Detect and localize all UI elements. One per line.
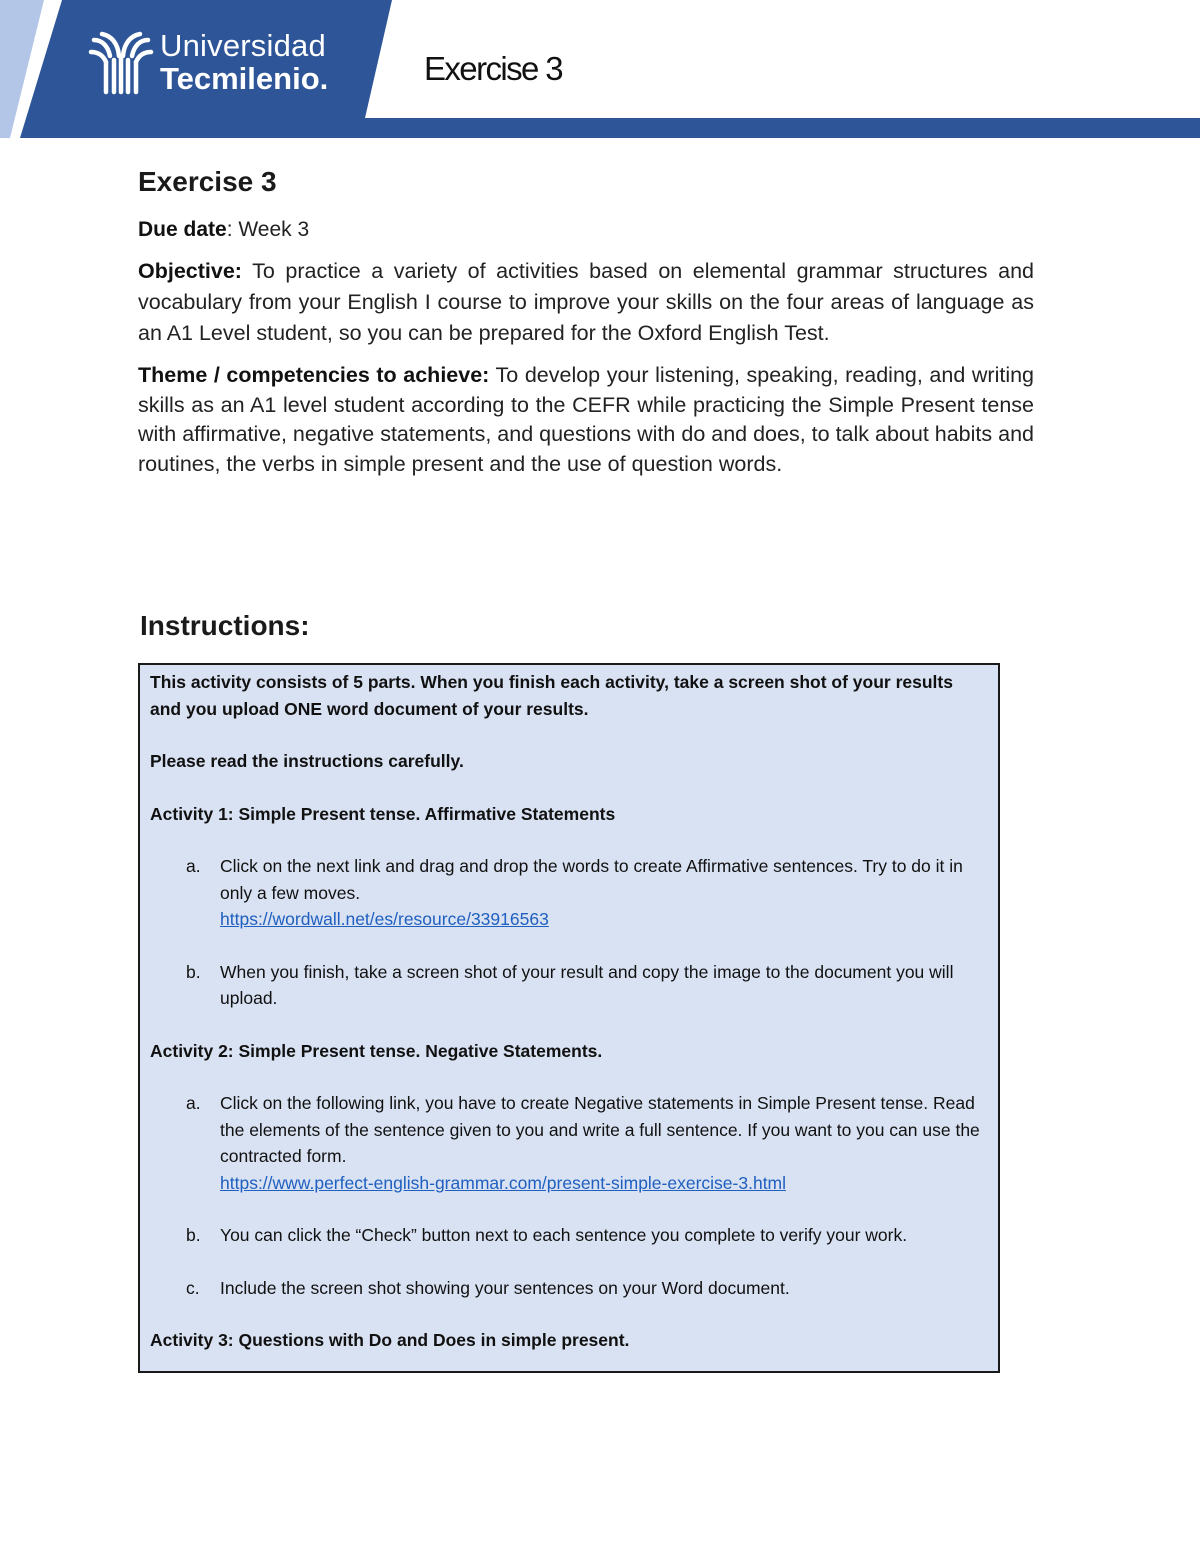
activity2-item-c-letter: c. — [186, 1277, 200, 1298]
theme-text: To develop your listening, speaking, reading, and writing skills as an A1 level student according to the CEFR while practicing the Simple Present tense with affirmative, negative statements, and questions with do and does, to talk about habits and routines, the verbs in simple present and the use of question words. — [138, 363, 1035, 476]
activity3-title: Activity 3: Questions with Do and Does in simple present. — [150, 1330, 630, 1350]
activity1-title: Activity 1: Simple Present tense. Affirmative Statements — [150, 803, 616, 824]
instructions-heading: Instructions: — [140, 610, 310, 641]
activity1-item-a-text: Click on the next link and drag and drop the words to create Affirmative sentences. Try to do it in only a few moves. — [220, 856, 963, 903]
tecmilenio-logo-icon — [88, 30, 154, 96]
activity2-item-a — [150, 1090, 988, 1196]
activity2-item-b-letter: b. — [186, 1225, 201, 1245]
due-date-value: Week 3 — [238, 218, 310, 241]
logo-line-tecmilenio: Tecmilenio. — [160, 61, 329, 96]
objective-paragraph — [138, 256, 1034, 349]
activity2-item-b-text: You can click the “Check” button next to each sentence you complete to verify your work. — [220, 1225, 908, 1245]
activity2-item-c-text: Include the screen shot showing your sentences on your Word document. — [220, 1277, 790, 1298]
objective-text: To practice a variety of activities based on elemental grammar structures and vocabulary from your English I course to improve your skills on the four areas of language as an A1 Level student, so you can be prepared for the Oxford English Test. — [138, 259, 1034, 345]
wordwall-link[interactable]: https://wordwall.net/es/resource/33916563 — [220, 909, 549, 929]
instructions-intro: This activity consists of 5 parts. When you finish each activity, take a screen shot of your results and you upload ONE word document of your results. — [150, 672, 953, 719]
logo-line-universidad: Universidad — [160, 28, 326, 64]
activity2-item-c — [150, 1275, 988, 1302]
due-date-label: Due date — [138, 218, 227, 241]
objective-label: Objective: — [138, 259, 242, 283]
activity2-item-a-text: Click on the following link, you have to create Negative statements in Simple Present tense. Read the elements of the sentence given to you and write a full sentence. If you want to you can use the contracted form. — [220, 1093, 980, 1166]
header-title: Exercise 3 — [424, 50, 563, 87]
activity1-item-a-letter: a. — [186, 856, 201, 876]
activity2-title: Activity 2: Simple Present tense. Negative Statements. — [150, 1040, 603, 1061]
due-date: Due date: Week 3 — [138, 218, 310, 241]
theme-paragraph — [138, 361, 1034, 479]
activity1-item-b — [150, 959, 988, 1012]
activity2-item-a-letter: a. — [186, 1093, 201, 1113]
activity1-item-b-letter: b. — [186, 961, 201, 982]
read-carefully-note: Please read the instructions carefully. — [150, 751, 464, 771]
page-title: Exercise 3 — [138, 166, 277, 197]
perfect-english-grammar-link[interactable]: https://www.perfect-english-grammar.com/present-simple-exercise-3.html — [220, 1172, 787, 1193]
university-logo — [88, 30, 328, 96]
activity1-item-a — [150, 853, 988, 933]
theme-label: Theme / competencies to achieve: — [138, 363, 490, 387]
document-body — [138, 166, 1034, 479]
instructions-box — [138, 663, 1000, 1373]
activity2-item-b — [150, 1222, 988, 1249]
activity1-item-b-text: When you finish, take a screen shot of your result and copy the image to the document you will upload. — [220, 961, 954, 1008]
